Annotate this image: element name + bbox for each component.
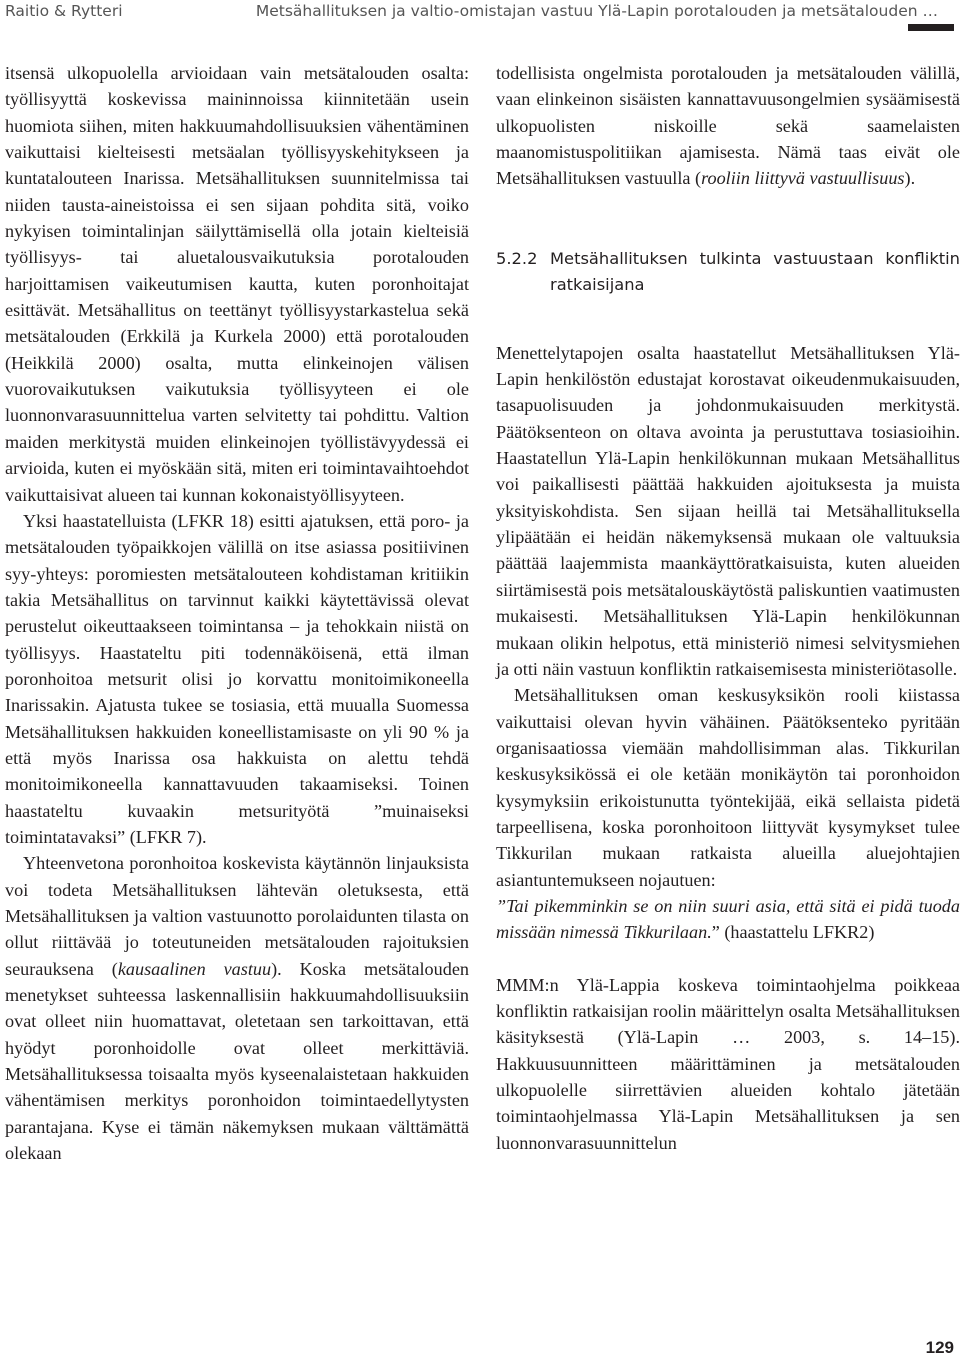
- quote-text: ”Tai pikemminkin se on niin suuri asia, että sitä ei pidä tuoda missään nimessä Tikkurilaan.: [496, 895, 960, 943]
- header-authors: Raitio & Rytteri: [5, 2, 123, 20]
- page-number: 129: [925, 1338, 954, 1357]
- section-title: Metsähallituksen tulkinta vastuustaan konfliktin ratkaisijana: [550, 248, 960, 294]
- italic-term: rooliin liittyvä vastuullisuus: [701, 168, 905, 189]
- italic-term: kausaalinen vastuu: [117, 958, 272, 979]
- paragraph: [5, 60, 469, 508]
- paragraph-text: todellisista ongelmista porotalouden ja metsätalouden välillä, vaan elinkeinon sisäisten kannattavuusongelmien sysäämisestä ulkopuolisten niskoille sekä saamelaisten maanomistuspolitiikan ajamisesta. Nämä taas eivät ole Metsähallituksen vastuulla (: [496, 63, 960, 189]
- section-number: 5.2.2: [496, 248, 538, 268]
- paragraph-text: itsensä ulkopuolella arvioidaan vain metsätalouden osalta: työllisyyttä koskevissa maininnoissa kiinnitetään usein huomiota siihen, miten hakkuumahdollisuuksien vähentäminen vaikuttaisi kielteisesti metsäalan työllisyyskehitykseen ja kuntatalouteen Inarissa. Metsähallituksen suunnitelmissa tai niiden tausta-aineistoissa ei sen sijaan pohdita sitä, voiko nykyisen toimintalinjan säilyttämisellä olla jotain kielteisiä työllisyys- tai aluetalousvaikutuksia porotalouden harjoittamisen vaikeutumisen kautta, kuten poronhoitajat esittävät. Metsähallitus on teettänyt työllisyystarkastelua sekä metsätalouden (Erkkilä ja Kurkela 2000) että porotalouden (Heikkilä 2000) osalta, mutta elinkeinojen välisen vuorovaikutuksen vaikutuksia työllisyyteen ei ole luonnonvarasuunnittelua varten selvitetty tai pohdittu. Valtion maiden merkitystä muiden elinkeinojen työllistävyydessä ei arvioida, kuten ei myöskään sitä, miten eri toimintavaihtoehdot vaikuttaisivat alueen tai kunnan kokonaistyöllisyyteen.: [5, 63, 469, 505]
- paragraph-text: Yhteenvetona poronhoitoa koskevista käytännön linjauksista voi todeta Metsähallituksen lähtevän oletuksesta, että Metsähallituksen ja valtion vastuunotto porolaidunten tilasta on ollut riittävää jo toteutuneiden metsätalouden rajoituksien seurauksena (: [5, 853, 469, 979]
- paragraph-text: ).: [904, 168, 916, 189]
- left-column: [5, 60, 469, 1166]
- header-rule: [908, 24, 954, 31]
- section-heading: [496, 246, 960, 298]
- paragraph: Menettelytapojen osalta haastatellut Metsähallituksen Ylä-Lapin henkilöstön edustajat korostavat oikeudenmukaisuuden, tasapuolisuuden ja johdonmukaisuuden merkitystä. Päätöksenteon on oltava avointa ja perustuttava tosiasioihin. Haastatellun Ylä-Lapin henkilökunnan mukaan Metsähallitus voi paikallisesti päättää hakkuiden ajoituksesta ja muista yksityiskohdista. Sen sijaan heillä tai Metsähallituksella ylipäätään ei heidän näkemyksensä mukaan ole valtuuksia päättää laajemmista maankäyttöratkaisuista, kuten alueiden siirtämisestä pois metsätalouskäytöstä paliskuntien vaatimusten mukaisesti. Metsähallituksen Ylä-Lapin henkilökunnan mukaan olikin helpotus, että ministeriö nimesi selvitysmiehen ja otti näin vastuun konfliktin ratkaisemisesta ministeriötasolle.: [496, 342, 960, 679]
- header-article-title: Metsähallituksen ja valtio-omistajan vastuu Ylä-Lapin porotalouden ja metsätalouden …: [255, 2, 938, 20]
- paragraph: [496, 60, 960, 192]
- running-header: [0, 0, 960, 30]
- paragraph-text: ). Koska metsätalouden menetykset suhteessa laskennallisiin hakkuumahdollisuuksiin ovat olleet niin huomattavat, oletetaan sen tarkoittavan, että hyödyt poronhoidolle ovat olleet merkittäviä. Metsähallituksessa toisaalta myös kyseenalaistetaan hakkuiden vähentämisen merkitys poronhoidon toimintaedellytysten parantajana. Kyse ei tämän näkemyksen mukaan välttämättä olekaan: [5, 958, 469, 1164]
- paragraph: MMM:n Ylä-Lappia koskeva toimintaohjelma poikkeaa konfliktin ratkaisijan roolin määrittelyn osalta Metsähallituksen käsityksestä (Ylä-Lapin … 2003, s. 14–15). Hakkuusuunnitteen määrittäminen ja metsätalouden ulkopuolelle siirrettävien alueiden kohtalo jätetään toimintaohjelmassa Ylä-Lapin Metsähallituksen ja sen luonnonvarasuunnittelun: [496, 974, 960, 1153]
- paragraph: Yksi haastatelluista (LFKR 18) esitti ajatuksen, että poro- ja metsätalouden työpaikkojen välillä on itse asiassa positiivinen syy-yhteys: poromiesten metsätalouteen kohdistaman kritiikin takia Metsähallitus on tarvinnut kaikki käytettävissä olevat perustelut oikeuttaakseen toimintansa – ja tehokkain niistä on työllisyys. Haastateltu piti todennäköisenä, että ilman poronhoitoa metsurit olisi jo korvattu monitoimikoneella Inarissakin. Ajatusta tukee se tosiasia, että muualla Suomessa Metsähallituksen hakkuiden koneellistamisaste on yli 90 % ja että myös Inarissa osa hakkuista on alettu tehdä monitoimikoneella kannattavuuden takaamiseksi. Toinen haastateltu kuvaakin metsurityötä ”muinaiseksi toimintatavaksi” (LFKR 7).: [5, 510, 469, 847]
- right-column: [496, 60, 960, 1156]
- block-quote: [496, 893, 960, 946]
- quote-citation: ” (haastattelu LFKR2): [711, 922, 875, 943]
- paragraph: Metsähallituksen oman keskusyksikön rooli kiistassa vaikuttaisi olevan hyvin vähäinen. Päätöksenteko pyritään organisaatiossa viemään mahdollisimman alas. Tikkurilan keskusyksikössä ei ole ketään monikäytön tai poronhoidon kysymyksiin erikoistunutta työntekijää, eikä sellaista pidetä tarpeellisena, koska poronhoitoon liittyvät kysymykset tulee Tikkurilan mukaan ratkaista alueilla aluejohtajien asiantuntemukseen nojautuen:: [496, 685, 960, 890]
- paragraph: [5, 850, 469, 1166]
